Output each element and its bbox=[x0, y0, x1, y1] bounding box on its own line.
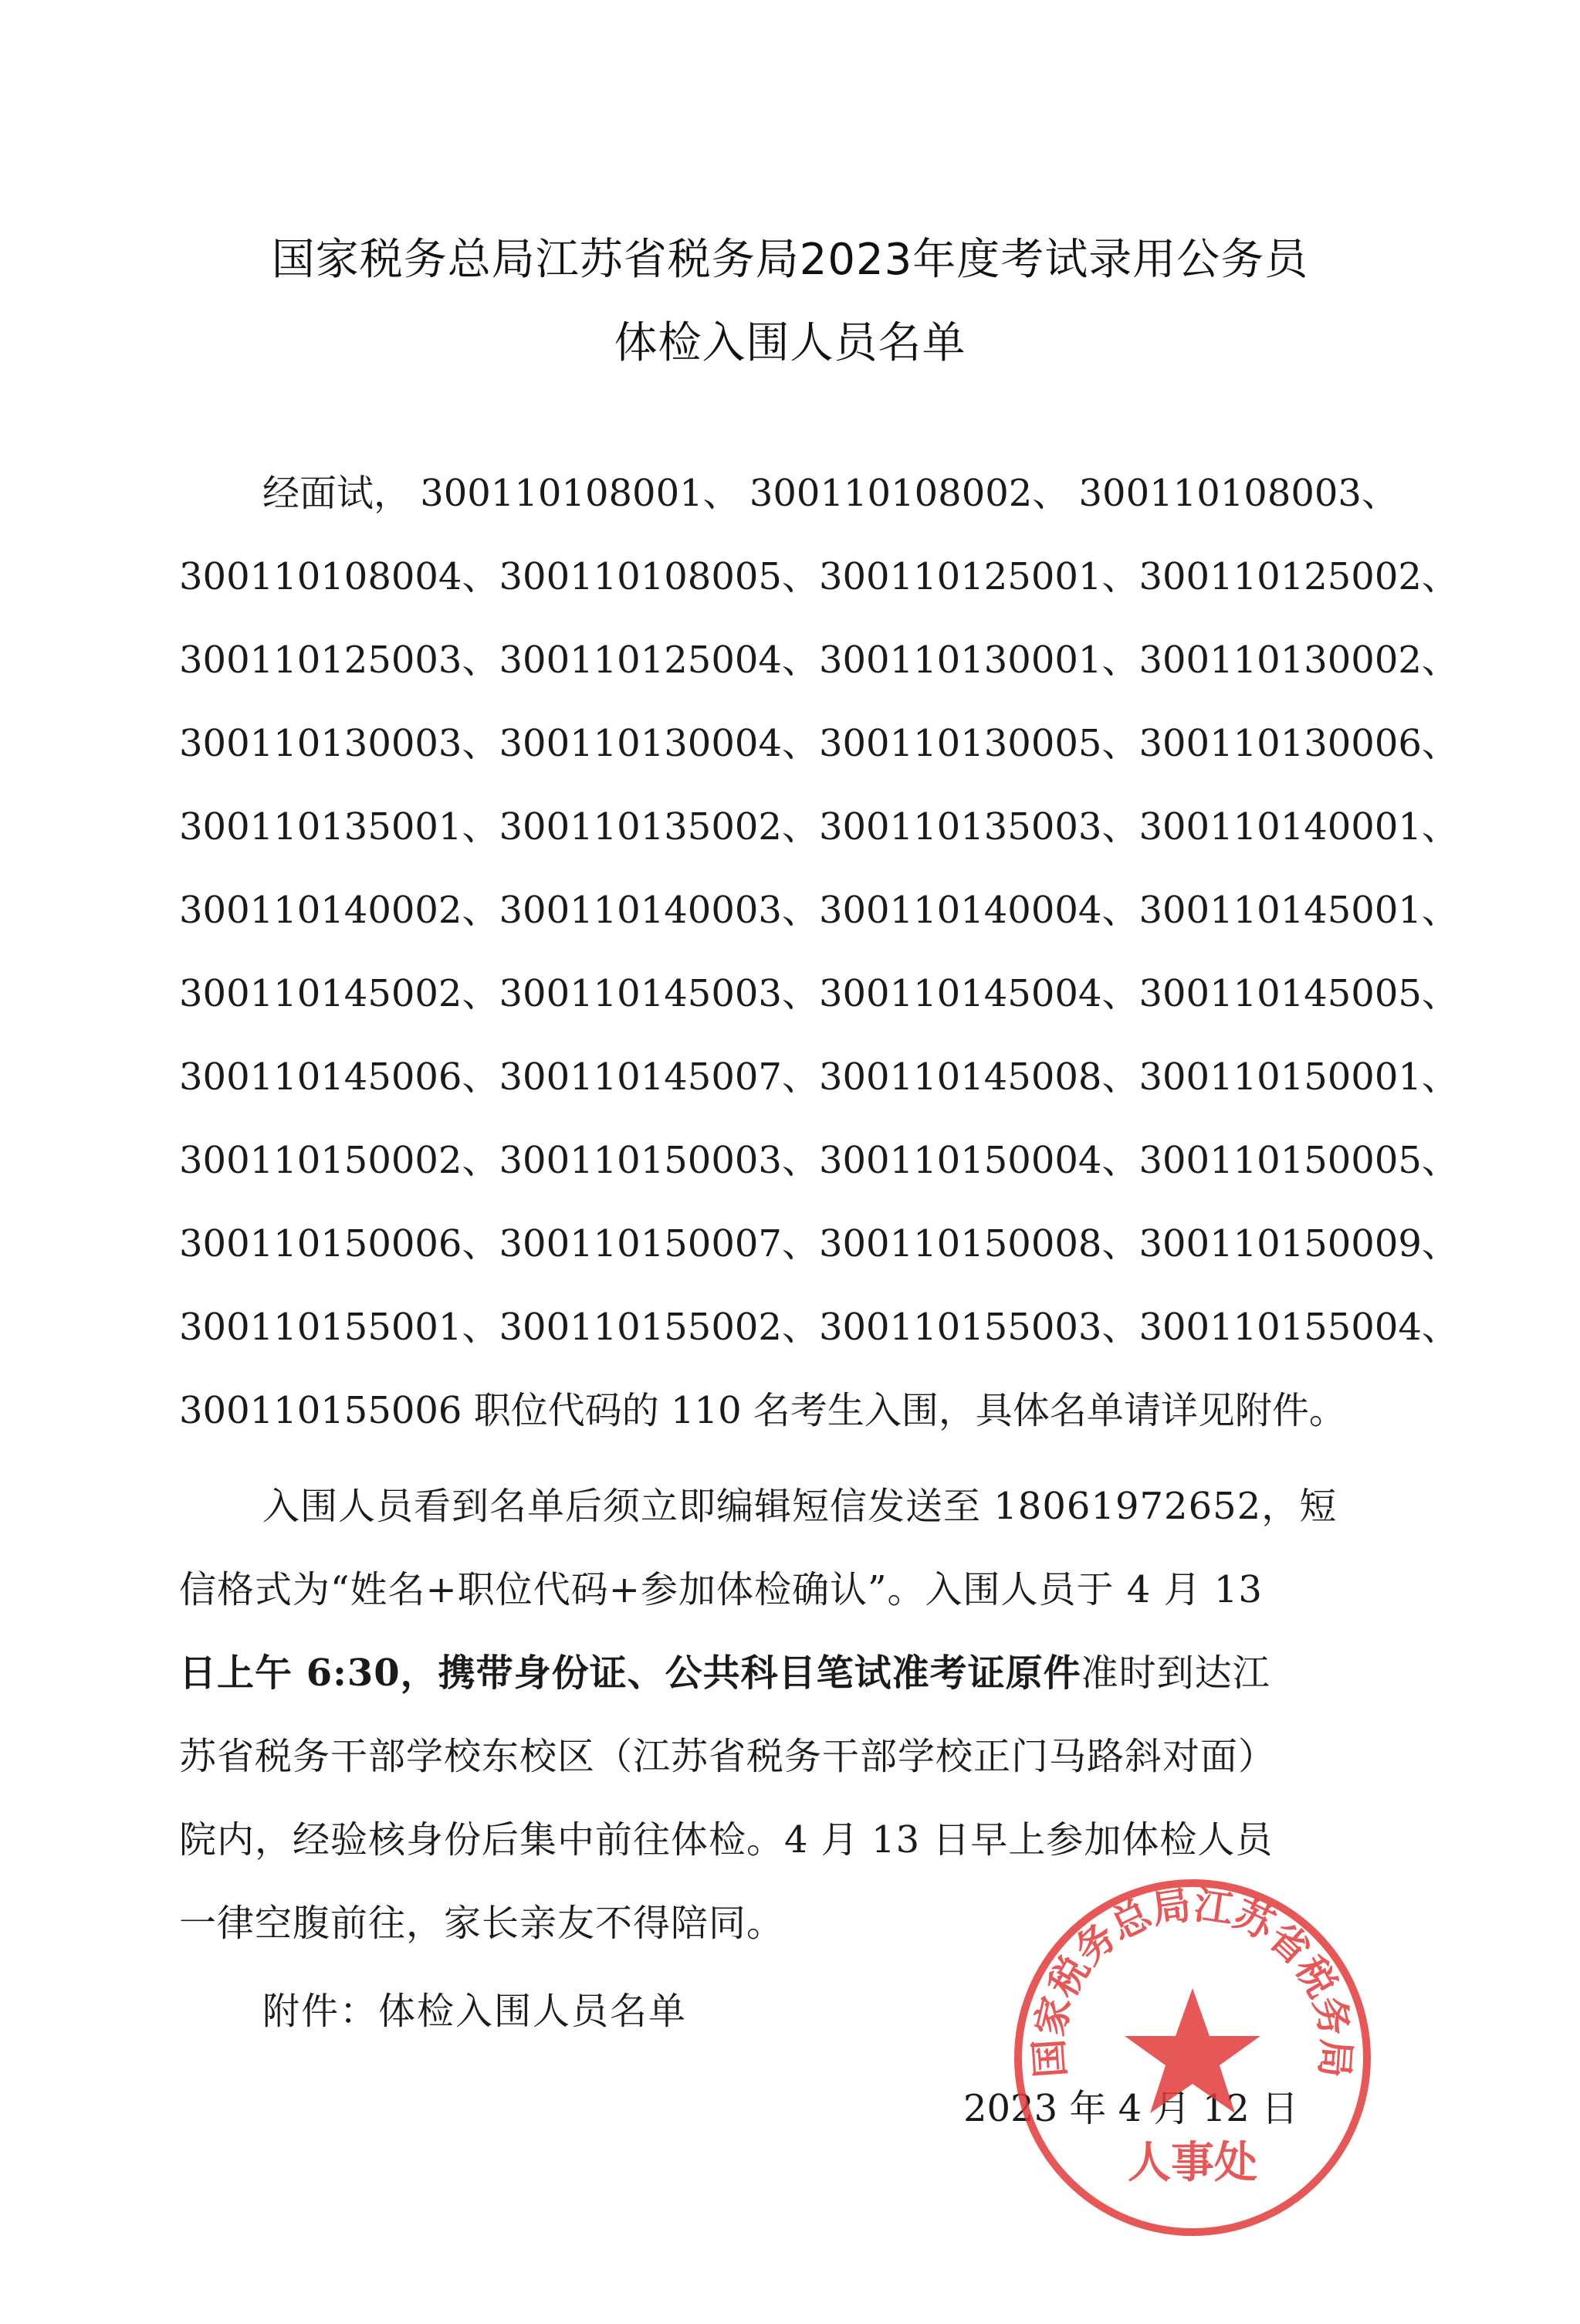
notice-line-2: 信格式为“姓名+职位代码+参加体检确认”。入围人员于 4 月 13 bbox=[179, 1568, 1263, 1611]
code-line-10 bbox=[179, 1214, 1459, 1267]
position-code: 300110150005、 bbox=[1138, 1139, 1459, 1182]
position-code: 300110130001、 bbox=[818, 639, 1139, 682]
intro-prefix: 经面试， bbox=[262, 472, 411, 515]
position-code: 300110145008、 bbox=[818, 1055, 1139, 1099]
position-code: 300110135001、 bbox=[179, 805, 499, 849]
notice-line-3 bbox=[179, 1643, 1270, 1696]
code-line-7 bbox=[179, 964, 1459, 1017]
document-date: 2023 年 4 月 12 日 bbox=[963, 2087, 1299, 2130]
position-code: 300110155004、 bbox=[1138, 1306, 1459, 1349]
position-code: 300110155003、 bbox=[818, 1306, 1139, 1349]
position-code: 300110145007、 bbox=[499, 1055, 819, 1099]
position-code: 300110150007、 bbox=[499, 1222, 819, 1265]
notice-line-1: 入围人员看到名单后须立即编辑短信发送至 18061972652，短 bbox=[262, 1485, 1338, 1528]
code-line-11 bbox=[179, 1297, 1459, 1350]
position-code: 300110140001、 bbox=[1138, 805, 1459, 849]
code-line-3 bbox=[179, 630, 1459, 683]
position-code: 300110108001、 bbox=[420, 472, 740, 515]
position-code: 300110150004、 bbox=[818, 1139, 1139, 1182]
code-line-4 bbox=[179, 713, 1459, 767]
notice-line-4: 苏省税务干部学校东校区（江苏省税务干部学校正门马路斜对面） bbox=[179, 1735, 1277, 1778]
position-code: 300110145004、 bbox=[818, 972, 1139, 1015]
position-code: 300110130005、 bbox=[818, 722, 1139, 765]
code-line-8 bbox=[179, 1047, 1459, 1100]
notice-line-3-bold: 日上午 6:30，携带身份证、公共科目笔试准考证原件 bbox=[179, 1652, 1081, 1695]
code-line-2 bbox=[179, 547, 1459, 600]
seal-star-icon bbox=[1125, 1988, 1260, 2113]
position-code: 300110155001、 bbox=[179, 1306, 499, 1349]
seal-bottom-text: 人事处 bbox=[1128, 2138, 1257, 2188]
notice-line-6: 一律空腹前往，家长亲友不得陪同。 bbox=[179, 1902, 785, 1945]
intro-end: 300110155006 职位代码的 110 名考生入围，具体名单请详见附件。 bbox=[179, 1389, 1346, 1432]
position-code: 300110140002、 bbox=[179, 889, 499, 932]
notice-line-5: 院内，经验核身份后集中前往体检。4 月 13 日早上参加体检人员 bbox=[179, 1818, 1274, 1862]
document-title-line2: 体检入围人员名单 bbox=[614, 318, 966, 368]
position-code: 300110108004、 bbox=[179, 555, 499, 598]
position-code: 300110130002、 bbox=[1138, 639, 1459, 682]
position-code: 300110125003、 bbox=[179, 639, 499, 682]
position-code: 300110145003、 bbox=[499, 972, 819, 1015]
code-line-6 bbox=[179, 880, 1459, 933]
position-code: 300110125004、 bbox=[499, 639, 819, 682]
notice-line-3-rest: 准时到达江 bbox=[1081, 1652, 1270, 1695]
seal-arc-text: 国家税务总局江苏省税务局 bbox=[1026, 1882, 1359, 2079]
position-code: 300110150008、 bbox=[818, 1222, 1139, 1265]
position-code: 300110145002、 bbox=[179, 972, 499, 1015]
code-line-1 bbox=[262, 463, 1399, 517]
code-line-5 bbox=[179, 797, 1459, 850]
position-code: 300110145005、 bbox=[1138, 972, 1459, 1015]
position-code: 300110150002、 bbox=[179, 1139, 499, 1182]
position-code: 300110145006、 bbox=[179, 1055, 499, 1099]
position-code: 300110125002、 bbox=[1138, 555, 1459, 598]
position-code: 300110150001、 bbox=[1138, 1055, 1459, 1099]
position-code: 300110135003、 bbox=[818, 805, 1139, 849]
position-code: 300110125001、 bbox=[818, 555, 1139, 598]
position-code: 300110108003、 bbox=[1078, 472, 1399, 515]
attachment-note: 附件：体检入围人员名单 bbox=[262, 1990, 688, 2033]
document-title-line1: 国家税务总局江苏省税务局2023年度考试录用公务员 bbox=[271, 235, 1309, 285]
position-code: 300110108002、 bbox=[749, 472, 1070, 515]
position-code: 300110150003、 bbox=[499, 1139, 819, 1182]
position-code: 300110130004、 bbox=[499, 722, 819, 765]
position-code: 300110108005、 bbox=[499, 555, 819, 598]
position-code: 300110155002、 bbox=[499, 1306, 819, 1349]
position-code: 300110145001、 bbox=[1138, 889, 1459, 932]
code-line-9 bbox=[179, 1130, 1459, 1184]
position-code: 300110150009、 bbox=[1138, 1222, 1459, 1265]
position-code: 300110135002、 bbox=[499, 805, 819, 849]
official-seal-stamp bbox=[1007, 1872, 1378, 2243]
position-code: 300110140003、 bbox=[499, 889, 819, 932]
position-code: 300110150006、 bbox=[179, 1222, 499, 1265]
position-code: 300110130006、 bbox=[1138, 722, 1459, 765]
position-code: 300110130003、 bbox=[179, 722, 499, 765]
position-code: 300110140004、 bbox=[818, 889, 1139, 932]
